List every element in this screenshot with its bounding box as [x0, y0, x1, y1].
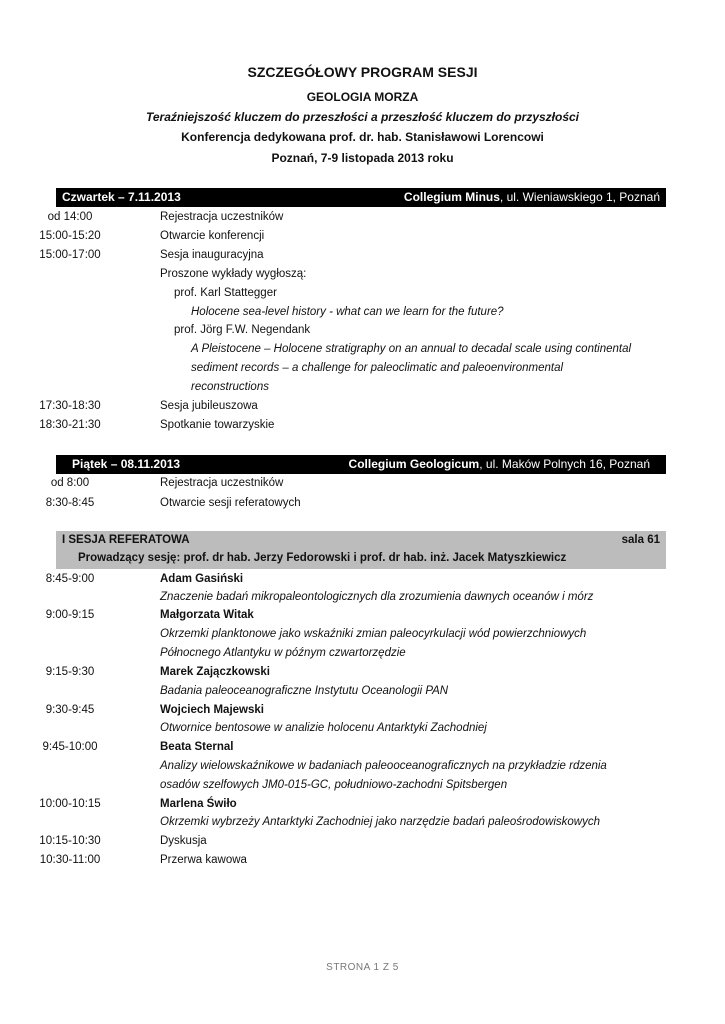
day2-header-bar — [56, 455, 666, 474]
day2-time: od 8:00 — [50, 477, 90, 489]
day1-time: 15:00-15:20 — [39, 230, 101, 242]
lecture-title-cont: sediment records – a challenge for paleoclimatic and paleoenvironmental — [191, 362, 564, 374]
day1-venue-name: Collegium Minus — [403, 190, 500, 204]
day2-label: Piątek – 08.11.2013 — [72, 457, 181, 471]
session-room: sala 61 — [621, 534, 660, 546]
session-after-item: Przerwa kawowa — [160, 854, 247, 866]
talk-title: Badania paleoceanograficzne Instytutu Oceanologii PAN — [160, 685, 449, 697]
day1-item: Sesja inauguracyjna — [160, 249, 264, 261]
talk-title: Okrzemki planktonowe jako wskaźniki zmian paleocyrkulacji wód powierzchniowych — [160, 628, 587, 640]
talk-time: 9:00-9:15 — [45, 609, 95, 621]
talk-speaker: Adam Gasiński — [160, 573, 244, 585]
talk-speaker: Beata Sternal — [160, 741, 234, 753]
talk-time: 10:00-10:15 — [39, 798, 101, 810]
talk-title: Znaczenie badań mikropaleontologicznych dla zrozumienia dawnych oceanów i mórz — [160, 591, 594, 603]
lecture-title-cont: reconstructions — [191, 381, 269, 393]
talk-speaker: Marlena Świło — [160, 798, 237, 810]
day1-venue-address: , ul. Wieniawskiego 1, Poznań — [499, 190, 660, 204]
day2-item: Otwarcie sesji referatowych — [160, 497, 301, 509]
place-date: Poznań, 7-9 listopada 2013 roku — [271, 151, 454, 165]
day1-header-bar — [56, 188, 666, 207]
session-header — [56, 531, 666, 569]
day2-item: Rejestracja uczestników — [160, 477, 284, 489]
document-subtitle: GEOLOGIA MORZA — [306, 90, 419, 104]
page-footer: STRONA 1 Z 5 — [326, 962, 399, 973]
day1-item: Spotkanie towarzyskie — [160, 419, 275, 431]
day1-time: od 14:00 — [47, 211, 93, 223]
talk-title-cont: osadów szelfowych JM0-015-GC, południowo-zachodni Spitsbergen — [160, 779, 508, 791]
talk-title: Otwornice bentosowe w analizie holocenu Antarktyki Zachodniej — [160, 722, 487, 734]
session-after-time: 10:30-11:00 — [39, 854, 101, 866]
day1-time: 18:30-21:30 — [39, 419, 101, 431]
talk-speaker: Wojciech Majewski — [160, 704, 264, 716]
session-after-time: 10:15-10:30 — [39, 835, 101, 847]
day1-item: Otwarcie konferencji — [160, 230, 265, 242]
lectures-intro: Proszone wykłady wygłoszą: — [160, 268, 307, 280]
talk-title-cont: Północnego Atlantyku w późnym czwartorzędzie — [160, 647, 406, 659]
day1-label: Czwartek – 7.11.2013 — [62, 190, 181, 204]
day1-time: 17:30-18:30 — [39, 400, 101, 412]
day2-venue-name: Collegium Geologicum — [348, 457, 480, 471]
day1-venue — [404, 188, 660, 207]
speaker-name: prof. Karl Stattegger — [174, 287, 277, 299]
talk-time: 9:30-9:45 — [45, 704, 95, 716]
conference-motto: Teraźniejszość kluczem do przeszłości a przeszłość kluczem do przyszłości — [145, 110, 580, 124]
session-name: I SESJA REFERATOWA — [62, 534, 190, 546]
day2-time: 8:30-8:45 — [45, 497, 95, 509]
speaker-name: prof. Jörg F.W. Negendank — [174, 324, 311, 336]
talk-speaker: Małgorzata Witak — [160, 609, 254, 621]
talk-time: 9:45-10:00 — [42, 741, 98, 753]
lecture-title: Holocene sea-level history - what can we learn for the future? — [191, 306, 504, 318]
dedication: Konferencja dedykowana prof. dr. hab. Stanisławowi Lorencowi — [181, 130, 544, 144]
talk-time: 9:15-9:30 — [45, 666, 95, 678]
session-chairs: Prowadzący sesję: prof. dr hab. Jerzy Fedorowski i prof. dr hab. inż. Jacek Matyszkiewicz — [78, 552, 567, 564]
day2-venue-address: , ul. Maków Polnych 16, Poznań — [479, 457, 650, 471]
day2-venue — [349, 455, 650, 474]
day1-item: Sesja jubileuszowa — [160, 400, 258, 412]
lecture-title: A Pleistocene – Holocene stratigraphy on an annual to decadal scale using continental — [191, 343, 632, 355]
document-title: SZCZEGÓŁOWY PROGRAM SESJI — [247, 64, 478, 80]
talk-time: 8:45-9:00 — [45, 573, 95, 585]
talk-title: Okrzemki wybrzeży Antarktyki Zachodniej jako narzędzie badań paleośrodowiskowych — [160, 816, 600, 828]
talk-speaker: Marek Zajączkowski — [160, 666, 270, 678]
session-after-item: Dyskusja — [160, 835, 207, 847]
day1-time: 15:00-17:00 — [39, 249, 101, 261]
talk-title: Analizy wielowskaźnikowe w badaniach paleooceanograficznych na przykładzie rdzenia — [160, 760, 607, 772]
day1-item: Rejestracja uczestników — [160, 211, 284, 223]
